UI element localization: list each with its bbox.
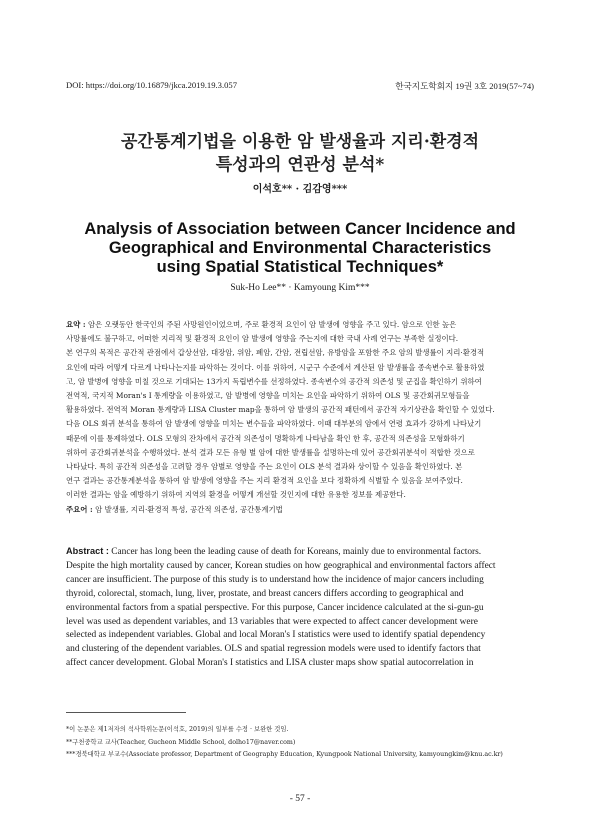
english-abstract-label: Abstract : (66, 546, 109, 556)
english-authors: Suk-Ho Lee** · Kamyoung Kim*** (230, 283, 370, 293)
korean-keywords-label: 주요어 : (66, 504, 93, 514)
korean-abstract-line: 이러한 결과는 암을 예방하기 위하여 지역의 환경을 어떻게 개선할 것인지에 대한 유용한 정보를 제공한다. (66, 490, 406, 500)
korean-abstract-line: 연구 결과는 공간통계분석을 통하여 암 발생에 영향을 주는 지리 환경적 요인을 보다 정확하게 식별할 수 있음을 보여주었다. (66, 476, 463, 486)
korean-abstract-label: 요약 : (66, 320, 86, 329)
english-abstract-line: selected as independent variables. Global and local Moran's I statistics were used to identify spatial dependency (66, 630, 486, 641)
korean-abstract-line: 활용하였다. 전역적 Moran 통계량과 LISA Cluster map을 통하여 암 발생의 공간적 패턴에서 공간적 자기상관을 확인할 수 있었다. (66, 405, 495, 415)
footnotes (66, 724, 546, 762)
korean-abstract-line: 고, 암 발병에 영향을 미칠 것으로 기대되는 13가지 독립변수를 선정하였다. 종속변수의 공간적 의존성 및 군집을 확인하기 위하여 (66, 376, 482, 386)
english-title-line-3: using Spatial Statistical Techniques* (156, 258, 444, 276)
korean-abstract-line: 전역적, 국지적 Moran's I 통계량을 이용하였고, 암 발병에 영향을 미치는 요인을 파악하기 위하여 OLS 및 공간회귀모형들을 (66, 391, 470, 401)
english-abstract-line: cancer are insufficient. The purpose of this study is to understand how the incidence of major cancers including (66, 574, 484, 585)
english-abstract (66, 545, 538, 671)
journal-citation: 한국지도학회지 19권 3호 2019(57~74) (395, 81, 534, 91)
footnote: ***경북대학교 부교수(Associate professor, Department of Geography Education, Kyungpook National University, kamyoungkim@knu.ac.kr) (66, 751, 503, 758)
korean-abstract-line: 때문에 이를 통제하였다. OLS 모형의 잔차에서 공간적 의존성이 명확하게 나타남을 확인 한 후, 공간적 의존성을 모형화하기 (66, 433, 465, 443)
page-number: - 57 - (289, 794, 311, 804)
doi[interactable]: DOI: https://doi.org/10.16879/jkca.2019.19.3.057 (66, 80, 237, 90)
english-abstract-line: thyroid, colorectal, stomach, lung, liver, prostate, and breast cancers differs according to geographical and (66, 588, 464, 599)
footnote: **구천중학교 교사(Teacher, Gucheon Middle School, dolho17@naver.com) (66, 738, 296, 746)
english-abstract-line: environmental factors from a spatial perspective. For this purpose, Cancer incidence calculated at the si-gun-gu (66, 602, 484, 613)
english-abstract-line: Despite the high mortality caused by cancer, Korean studies on how geographical and environmental factors affect (66, 560, 496, 571)
korean-authors: 이석호** · 김감영*** (252, 184, 348, 195)
korean-abstract-line: 요약 : 암은 오랫동안 한국인의 주된 사망원인이었으며, 주로 환경적 요인이 암 발생에 영향을 주고 있다. 암으로 인한 높은 (66, 320, 457, 329)
korean-title-line-1: 공간통계기법을 이용한 암 발생율과 지리·환경적 (120, 132, 480, 152)
korean-abstract-line: 사망률에도 불구하고, 어떠한 지리적 및 환경적 요인이 암 발생에 영향을 주는지에 대한 국내 사례 연구는 부족한 실정이다. (66, 334, 459, 344)
korean-title-line-2: 특성과의 연관성 분석* (215, 155, 385, 175)
korean-abstract (66, 318, 536, 517)
english-abstract-line: level was used as dependent variables, and 13 variables that were expected to affect cancer development were (66, 616, 478, 627)
english-title-line-1: Analysis of Association between Cancer Incidence and (84, 220, 516, 238)
korean-abstract-line: 본 연구의 목적은 공간적 관점에서 갑상선암, 대장암, 위암, 폐암, 간암, 전립선암, 유방암을 포함한 주요 암의 발생률이 지리·환경적 (66, 348, 485, 358)
english-abstract-line: and clustering of the dependent variables. OLS and spatial regression models were used to identify factors that (66, 644, 481, 655)
korean-keywords: 주요어 : 암 발생률, 지리·환경적 특성, 공간적 의존성, 공간통계기법 (66, 504, 283, 514)
korean-abstract-line: 위하여 공간회귀분석을 수행하였다. 분석 결과 모든 유형 별 암에 대한 발생률을 설명하는데 있어 공간회귀분석이 적합한 것으로 (66, 447, 475, 457)
english-abstract-line: affect cancer development. Global Moran's I statistics and LISA cluster maps show spatial autocorrelation in (66, 658, 474, 669)
english-title-line-2: Geographical and Environmental Characteristics (108, 239, 492, 257)
english-abstract-line: Abstract : Cancer has long been the leading cause of death for Koreans, mainly due to environmental factors. (66, 546, 482, 557)
footnote-divider (66, 712, 186, 713)
footnote: *이 논문은 제1저자의 석사학위논문(이석호, 2019)의 일부를 수정 · 보완한 것임. (66, 726, 289, 733)
korean-abstract-line: 요인에 따라 어떻게 다르게 나타나는지를 파악하는 것이다. 이를 위하여, 시군구 수준에서 계산된 암 발생률을 종속변수로 활용하였 (66, 362, 485, 372)
korean-abstract-line: 나타났다. 특히 공간적 의존성을 고려할 경우 암별로 영향을 주는 요인이 OLS 분석 결과와 상이할 수 있음을 확인하였다. 본 (66, 462, 463, 472)
korean-abstract-line: 다음 OLS 회귀 분석을 통하여 암 발생에 영향을 미치는 변수들을 파악하였다. 이때 대부분의 암에서 연령 효과가 강하게 나타났기 (66, 419, 482, 429)
